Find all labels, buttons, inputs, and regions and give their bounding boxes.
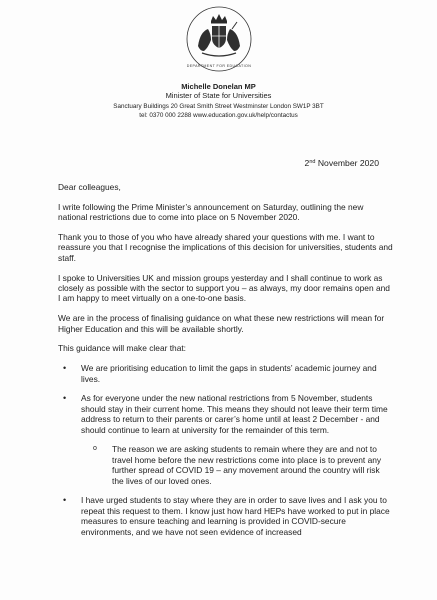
list-item (58, 495, 393, 537)
paragraph: Thank you to those of you who have already shared your questions with me. I want to reassure you that I recognise the implications of this decision for universities, students and staff. (58, 232, 393, 263)
contact-line: tel: 0370 000 2288 www.education.gov.uk/help/contactus (139, 111, 298, 119)
letter-date (305, 158, 379, 168)
sub-bullet-list (81, 444, 393, 486)
date-day: 2 (304, 158, 310, 168)
date-rest: November 2020 (315, 158, 379, 168)
address-line: Sanctuary Buildings 20 Great Smith Street Westminster London SW1P 3BT (113, 103, 324, 110)
list-item-text: As for everyone under the new national restrictions from 5 November, students should stay in their current home. This means they should not leave their term time address to return to their parents or carer’s home until at least 2 December - and should continue to learn at university for the remainder of this term. (81, 393, 388, 435)
logo-text: DEPARTMENT FOR EDUCATION (186, 64, 252, 68)
sender-name: Michelle Donelan MP (181, 82, 256, 91)
date-suffix: nd (309, 159, 316, 165)
sub-list-item-text: The reason we are asking students to remain where they are and not to travel home before the new restrictions come into place is to prevent any further spread of COVID 19 – any movement around the country will risk the lives of our loved ones. (112, 444, 382, 486)
list-item (58, 393, 393, 486)
paragraph: I write following the Prime Minister’s announcement on Saturday, outlining the new national restrictions due to come into place on 5 November 2020. (58, 201, 364, 223)
salutation: Dear colleagues, (58, 182, 121, 192)
paragraph: This guidance will make clear that: (58, 343, 187, 354)
bullet-list (58, 363, 393, 537)
paragraph: We are in the process of finalising guidance on what these new restrictions will mean for Higher Education and this will be available shortly. (58, 313, 385, 334)
list-item-text: I have urged students to stay where they are in order to save lives and I ask you to repeat this request to them. I know just how hard HEPs have worked to put in place measures to ensure teaching and learning is provided in COVID-secure environments, and we have not seen evidence of increased (81, 495, 390, 537)
list-item (58, 363, 393, 384)
address-block (0, 103, 437, 120)
paragraph: I spoke to Universities UK and mission groups yesterday and I shall continue to work as closely as possible with the sector to support you – as always, my door remains open and I am happy to meet virtually on a one-to-one basis. (58, 272, 390, 304)
sender-title: Minister of State for Universities (165, 91, 272, 100)
sender-block (0, 82, 437, 100)
letter-body (58, 182, 393, 546)
list-item-text: We are prioritising education to limit the gaps in students’ academic journey and lives. (81, 363, 377, 384)
royal-crest-logo (184, 4, 254, 74)
sub-list-item (81, 444, 393, 486)
